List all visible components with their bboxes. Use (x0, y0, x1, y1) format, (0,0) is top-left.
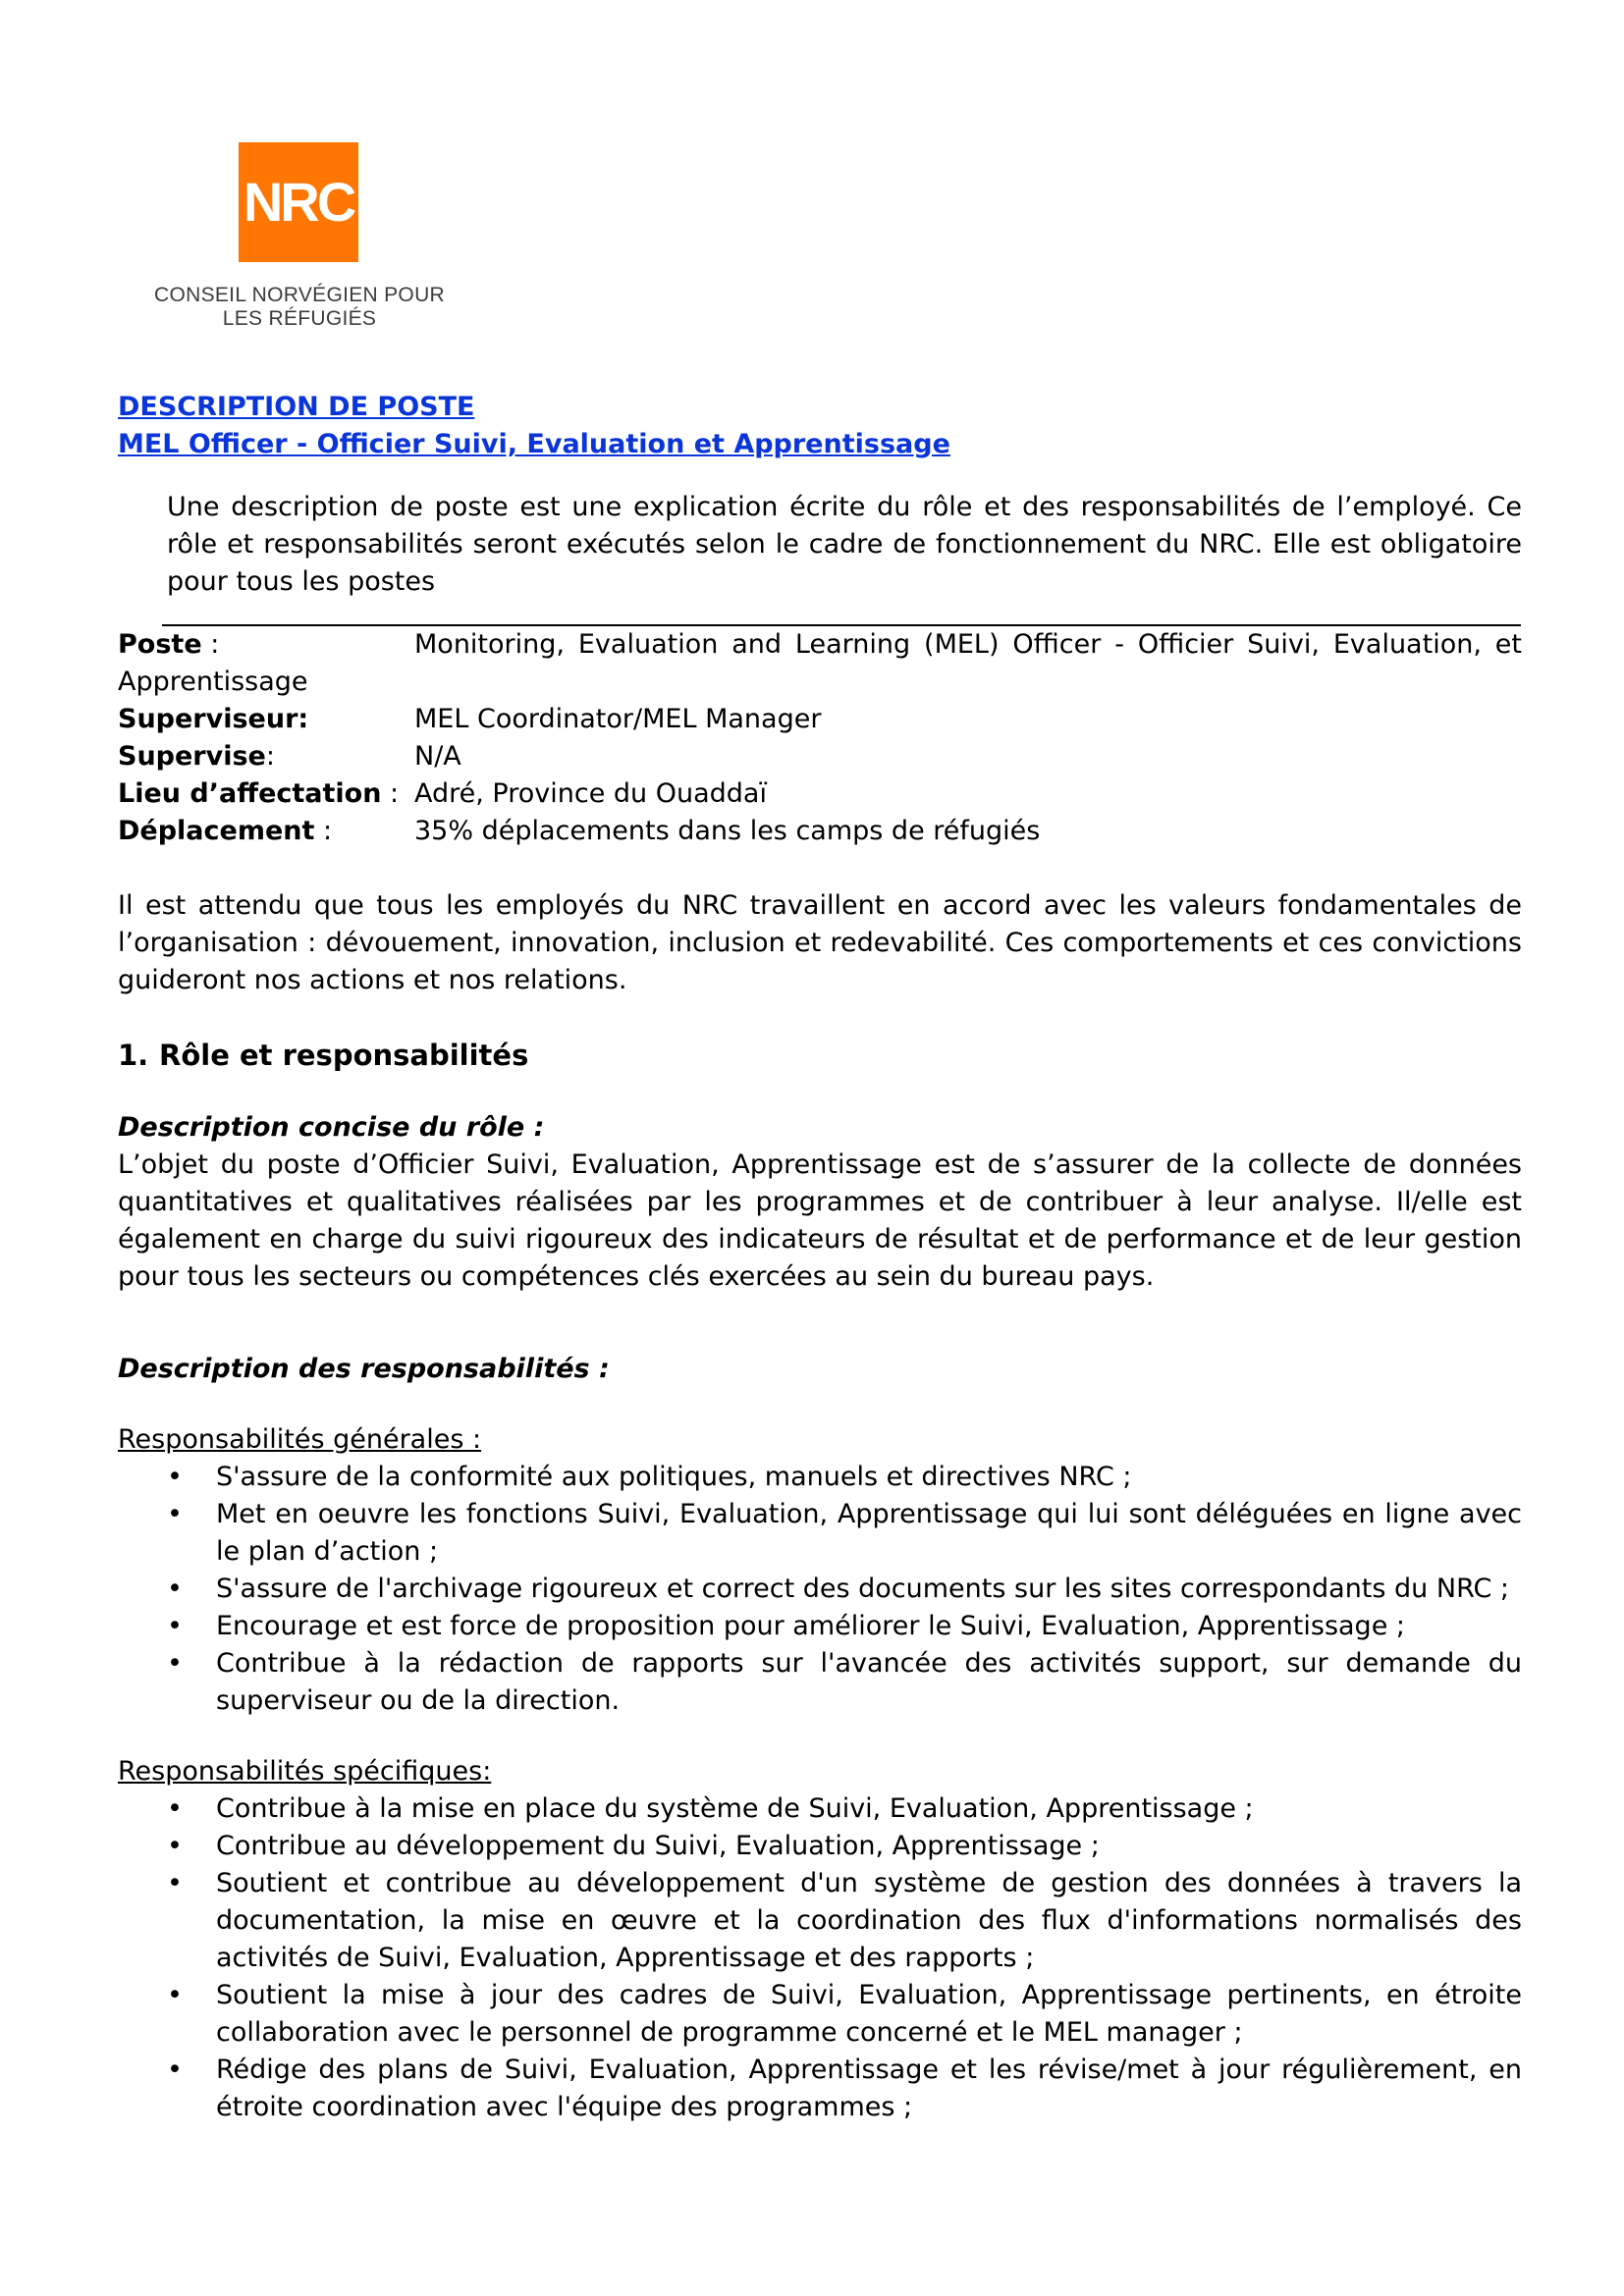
nrc-logo-mark: NRC (239, 142, 358, 262)
info-sep: : (381, 778, 400, 809)
bullet-icon: • (167, 1611, 183, 1641)
responsibilities-heading: Description des responsabilités : (118, 1354, 610, 1384)
list-item: • S'assure de la conformité aux politiques, manuels et directives NRC ; (216, 1459, 1522, 1496)
section-heading (118, 1035, 1522, 1076)
values-paragraph: Il est attendu que tous les employés du NRC travaillent en accord avec les valeurs fondamentales de l’organisation : dévouement, innovation, inclusion et redevabilité. Ces comportements et ces convictions guideront nos actions et nos relations. (118, 890, 1522, 995)
info-value-continued: Apprentissage (118, 667, 308, 697)
doc-subtitle-link[interactable]: MEL Officer - Officier Suivi, Evaluation et Apprentissage (118, 429, 950, 459)
info-row-lieu (118, 775, 1522, 813)
bullet-icon: • (167, 1499, 183, 1529)
info-key: Superviseur: (118, 704, 309, 734)
bullet-icon: • (167, 1793, 183, 1824)
intro-paragraph: Une description de poste est une explication écrite du rôle et des responsabilités de l’employé. Ce rôle et responsabilités seront exécutés selon le cadre de fonctionnement du NRC. Elle est obligatoire pour tous les postes (167, 492, 1522, 597)
info-value: Monitoring, Evaluation and Learning (MEL) Officer - Officier Suivi, Evaluation, et (414, 629, 1522, 660)
bullet-icon: • (167, 1868, 183, 1898)
nrc-logo-name (137, 284, 461, 331)
concise-role-text: L’objet du poste d’Officier Suivi, Evaluation, Apprentissage est de s’assurer de la collecte de données quantitatives et qualitatives réalisées par les programmes et de contribuer à leur analyse. Il/elle est également en charge du suivi rigoureux des indicateurs de résultat et de performance et de leur gestion pour tous les secteurs ou compétences clés exercées au sein du bureau pays. (118, 1149, 1522, 1292)
bullet-icon: • (167, 1648, 183, 1679)
info-sep: : (314, 816, 333, 846)
info-row-deplacement (118, 813, 1522, 850)
job-info-table (118, 626, 1522, 850)
info-sep: : (201, 629, 220, 660)
list-item: • S'assure de l'archivage rigoureux et correct des documents sur les sites correspondants du NRC ; (216, 1571, 1522, 1608)
general-resp-list (118, 1459, 1522, 1720)
bullet-icon: • (167, 2055, 183, 2085)
list-item: • Met en oeuvre les fonctions Suivi, Evaluation, Apprentissage qui lui sont déléguées en ligne avec le plan d’action ; (216, 1496, 1522, 1571)
info-row-poste-cont (118, 664, 1522, 701)
logo-name-line1: CONSEIL NORVÉGIEN POUR (154, 284, 445, 306)
logo-name-line2: LES RÉFUGIÉS (222, 307, 377, 330)
bullet-icon: • (167, 1831, 183, 1861)
list-item: • Rédige des plans de Suivi, Evaluation, Apprentissage et les révise/met à jour régulièrement, en étroite coordination avec l'équipe des programmes ; (216, 2052, 1522, 2126)
list-item: • Contribue à la mise en place du système de Suivi, Evaluation, Apprentissage ; (216, 1790, 1522, 1828)
bullet-icon: • (167, 1462, 183, 1492)
list-item: • Encourage et est force de proposition pour améliorer le Suivi, Evaluation, Apprentissage ; (216, 1608, 1522, 1645)
nrc-logo (137, 142, 461, 331)
bullet-icon: • (167, 1574, 183, 1604)
info-key: Poste (118, 629, 202, 660)
info-value: N/A (414, 741, 461, 772)
info-row-superviseur (118, 701, 1522, 738)
info-value: Adré, Province du Ouaddaï (414, 778, 767, 809)
info-key: Déplacement (118, 816, 315, 846)
info-row-poste (118, 626, 1522, 664)
bullet-icon: • (167, 1980, 183, 2010)
section-title: Rôle et responsabilités (159, 1039, 529, 1072)
general-resp-heading: Responsabilités générales : (118, 1424, 482, 1455)
list-item: • Soutient la mise à jour des cadres de Suivi, Evaluation, Apprentissage pertinents, en étroite collaboration avec le personnel de programme concerné et le MEL manager ; (216, 1977, 1522, 2052)
info-value: 35% déplacements dans les camps de réfugiés (414, 816, 1041, 846)
info-row-supervise (118, 738, 1522, 775)
section-number: 1. (118, 1039, 149, 1072)
info-key: Lieu d’affectation (118, 778, 382, 809)
list-item: • Contribue au développement du Suivi, Evaluation, Apprentissage ; (216, 1828, 1522, 1865)
specific-resp-heading: Responsabilités spécifiques: (118, 1756, 492, 1787)
concise-role-heading: Description concise du rôle : (118, 1112, 545, 1143)
list-item: • Soutient et contribue au développement d'un système de gestion des données à travers la documentation, la mise en œuvre et la coordination des flux d'informations normalisés des activités de Suivi, Evaluation, Apprentissage et des rapports ; (216, 1865, 1522, 1977)
info-key: Supervise (118, 741, 266, 772)
document-body (118, 389, 1522, 2126)
specific-resp-list (118, 1790, 1522, 2126)
doc-title-link[interactable]: DESCRIPTION DE POSTE (118, 392, 475, 422)
info-value: MEL Coordinator/MEL Manager (414, 704, 822, 734)
list-item: • Contribue à la rédaction de rapports sur l'avancée des activités support, sur demande du superviseur ou de la direction. (216, 1645, 1522, 1720)
info-sep: : (265, 741, 275, 772)
